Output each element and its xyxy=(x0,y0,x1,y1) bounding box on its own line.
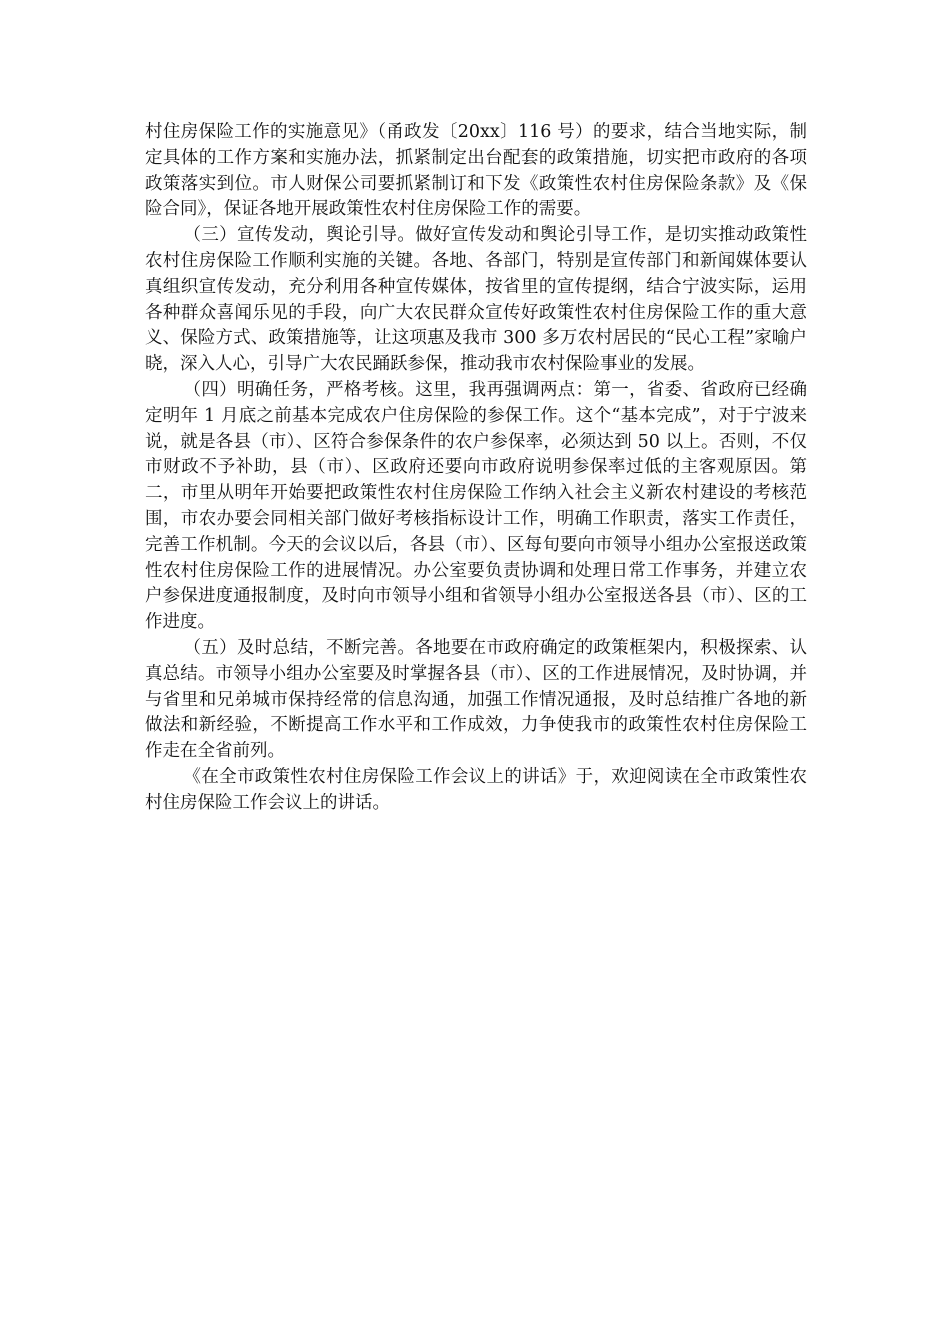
paragraph-summary-improvement: （五）及时总结，不断完善。各地要在市政府确定的政策框架内，积极探索、认真总结。市领导小组办公室要及时掌握各县（市）、区的工作进展情况，及时协调，并与省里和兄弟城市保持经常的信息沟通，加强工作情况通报，及时总结推广各地的新做法和新经验，不断提高工作水平和工作成效，力争使我市的政策性农村住房保险工作走在全省前列。 xyxy=(145,637,807,762)
document-body xyxy=(145,120,807,817)
paragraph-publicity: （三）宣传发动，舆论引导。做好宣传发动和舆论引导工作，是切实推动政策性农村住房保险工作顺利实施的关键。各地、各部门，特别是宣传部门和新闻媒体要认真组织宣传发动，充分利用各种宣传媒体，按省里的宣传提纲，结合宁波实际，运用各种群众喜闻乐见的手段，向广大农民群众宣传好政策性农村住房保险工作的重大意义、保险方式、政策措施等，让这项惠及我市 300 多万农村居民的“民心工程”家喻户晓，深入人心，引导广大农民踊跃参保，推动我市农村保险事业的发展。 xyxy=(145,225,807,375)
paragraph-closing-note: 《在全市政策性农村住房保险工作会议上的讲话》于，欢迎阅读在全市政策性农村住房保险工作会议上的讲话。 xyxy=(145,766,807,813)
paragraph-continuation: 村住房保险工作的实施意见》（甬政发〔20xx〕116 号）的要求，结合当地实际，制定具体的工作方案和实施办法，抓紧制定出台配套的政策措施，切实把市政府的各项政策落实到位。市人财保公司要抓紧制订和下发《政策性农村住房保险条款》及《保险合同》，保证各地开展政策性农村住房保险工作的需要。 xyxy=(145,122,807,220)
paragraph-tasks-assessment: （四）明确任务，严格考核。这里，我再强调两点：第一，省委、省政府已经确定明年 1 月底之前基本完成农户住房保险的参保工作。这个“基本完成”，对于宁波来说，就是各县（市）、区符合参保条件的农户参保率，必须达到 50 以上。否则，不仅市财政不予补助，县（市）、区政府还要向市政府说明参保率过低的主客观原因。第二，市里从明年开始要把政策性农村住房保险工作纳入社会主义新农村建设的考核范围，市农办要会同相关部门做好考核指标设计工作，明确工作职责，落实工作责任，完善工作机制。今天的会议以后，各县（市）、区每旬要向市领导小组办公室报送政策性农村住房保险工作的进展情况。办公室要负责协调和处理日常工作事务，并建立农户参保进度通报制度，及时向市领导小组和省领导小组办公室报送各县（市）、区的工作进度。 xyxy=(145,379,807,633)
